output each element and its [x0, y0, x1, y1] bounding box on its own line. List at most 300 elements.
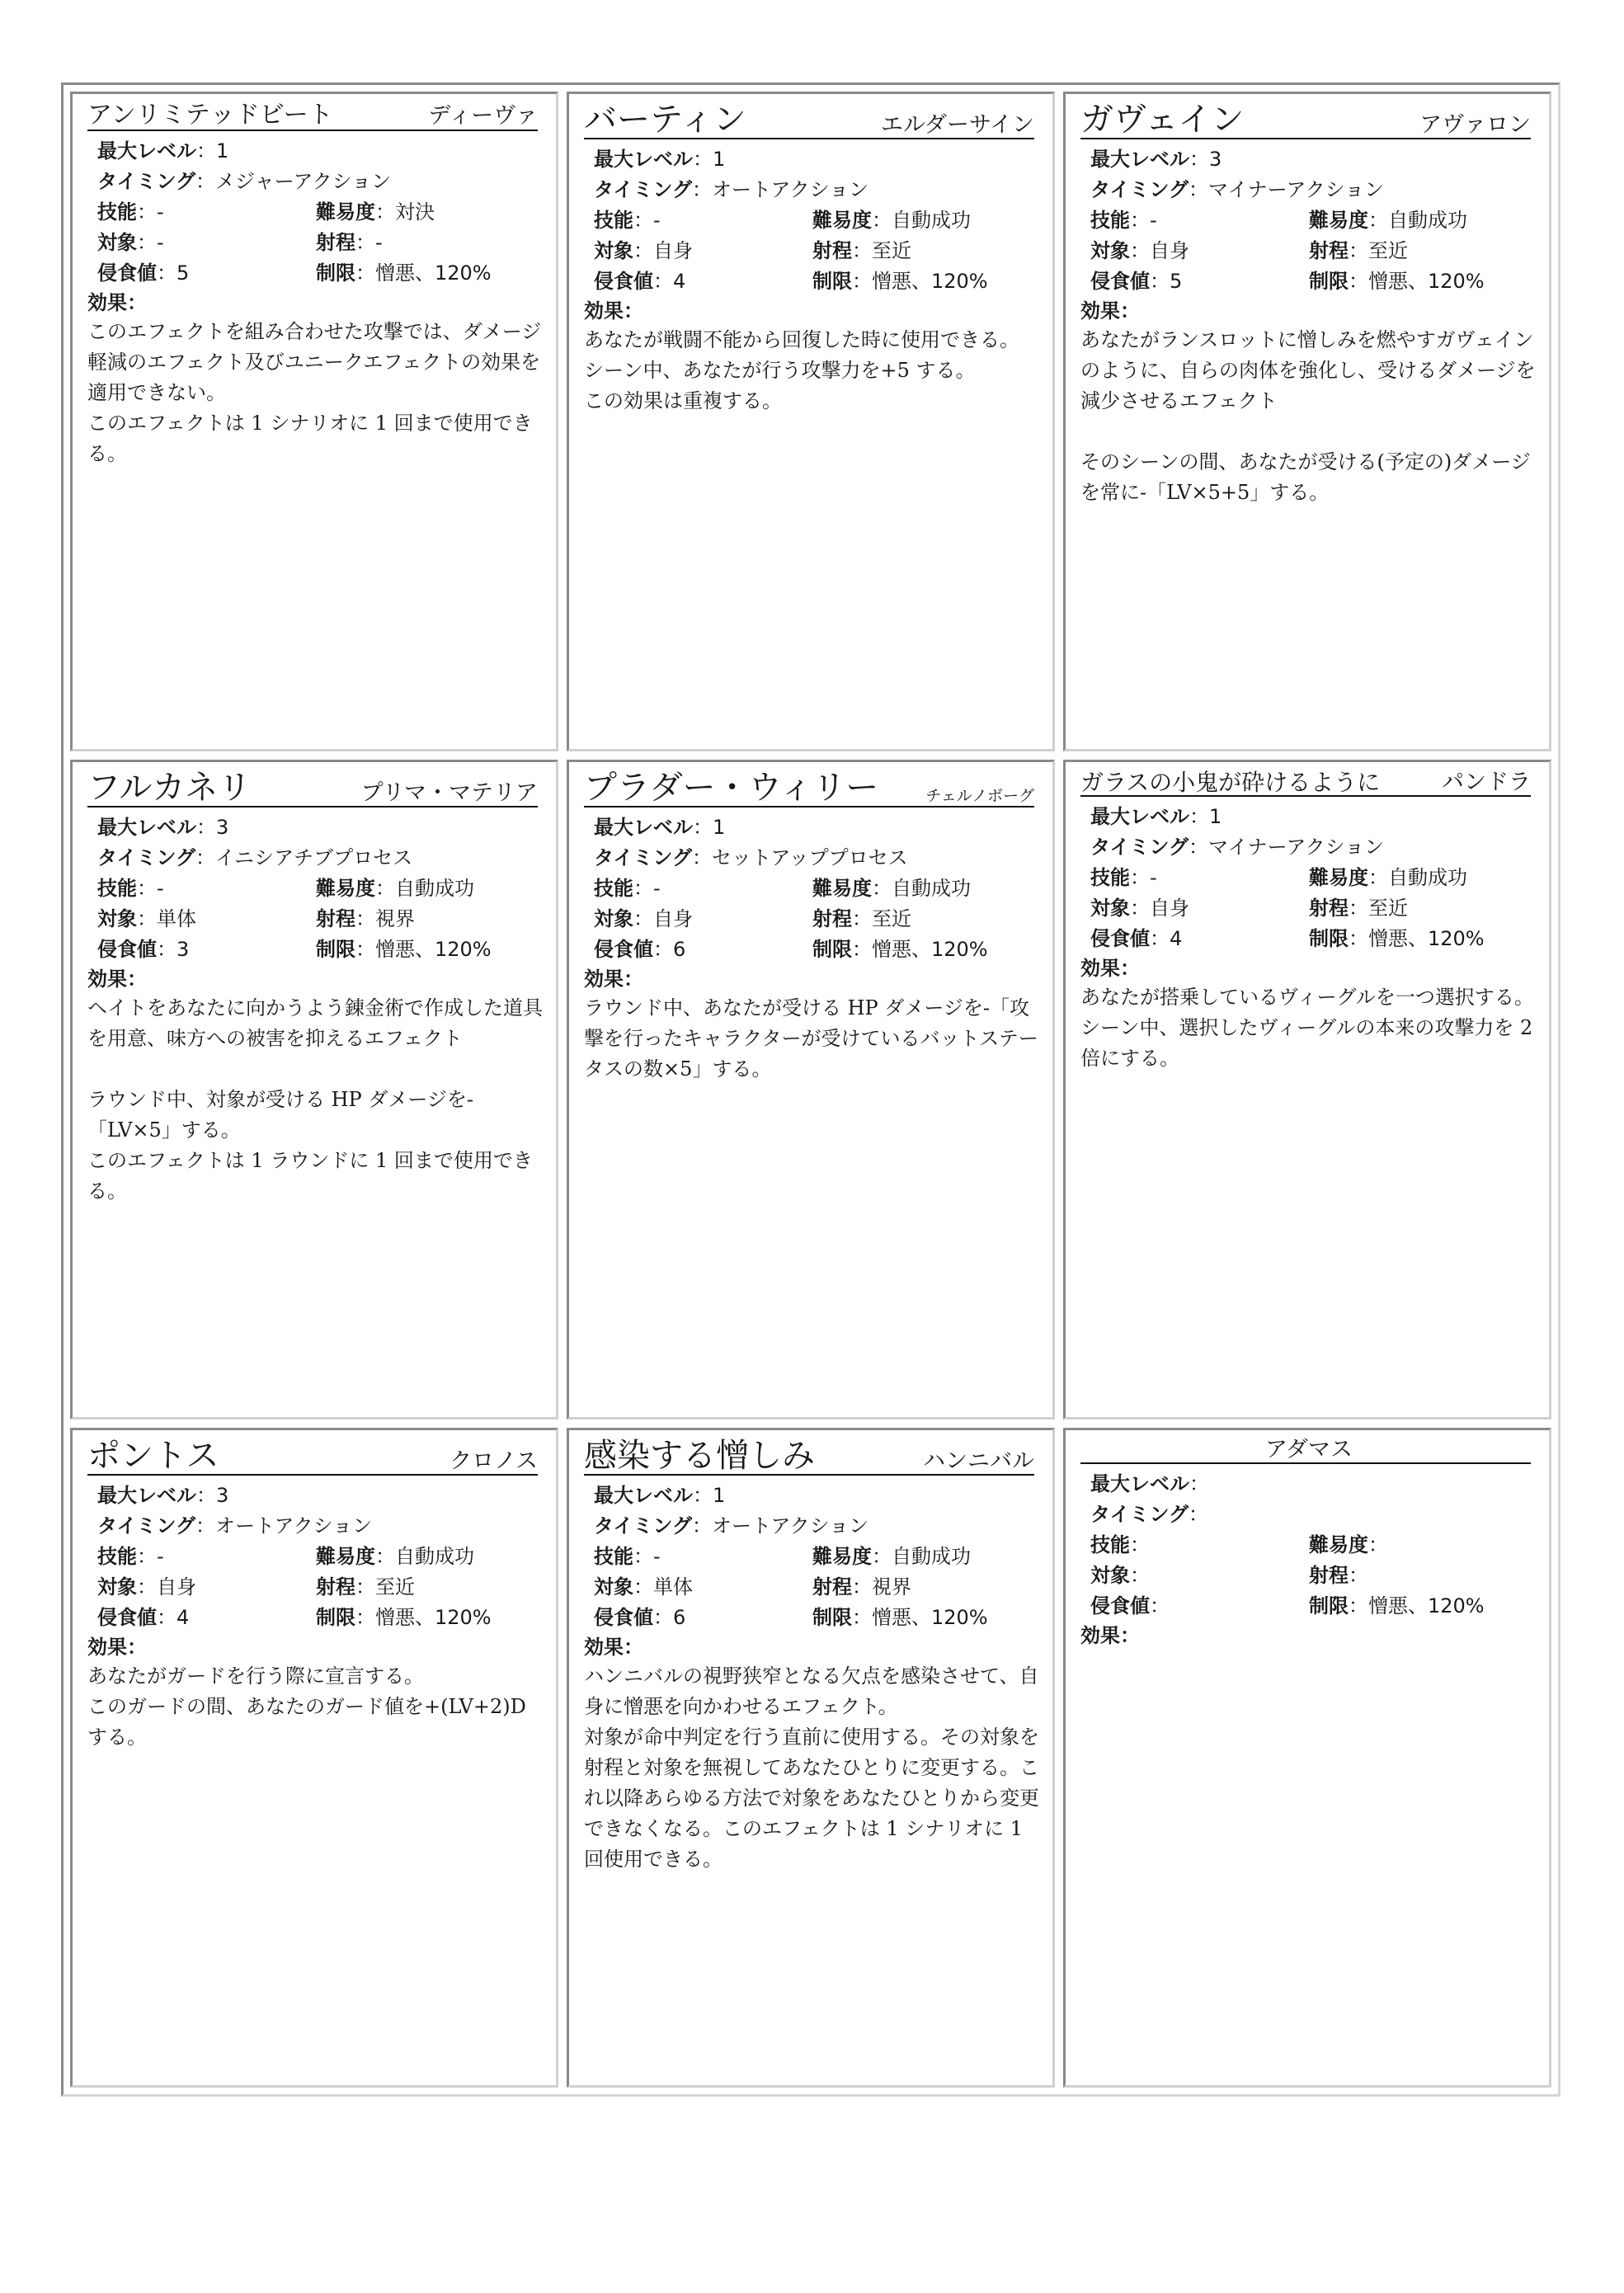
stat-sep: ： — [195, 169, 216, 193]
effect-label — [87, 965, 543, 993]
stat-limit — [316, 258, 492, 289]
stat-label: 対象 — [97, 1575, 137, 1599]
stat-label: 侵食値 — [594, 270, 653, 293]
card-name: 感染する憎しみ — [584, 1437, 815, 1475]
stat-value: 憎悪、120% — [375, 938, 492, 961]
stat-label: 侵食値 — [594, 1606, 653, 1629]
stat-target — [1090, 893, 1309, 924]
stat-value: 自動成功 — [892, 1545, 971, 1568]
stat-label: 対象 — [594, 1575, 633, 1599]
card-subtitle: ハンニバル — [923, 1448, 1034, 1474]
effect-paragraph: そのシーンの間、あなたが受ける(予定の)ダメージを常に-「LV×5+5」する。 — [1080, 450, 1531, 504]
stat-sep: ： — [1150, 1594, 1170, 1618]
stat-value: 憎悪、120% — [872, 270, 988, 293]
stat-label: 制限 — [812, 1606, 852, 1629]
stat-range — [1309, 236, 1408, 266]
stat-difficulty — [1309, 863, 1467, 893]
card-header — [1080, 102, 1531, 139]
stat-max-level — [1090, 802, 1222, 832]
stat-skill — [97, 1542, 316, 1572]
stat-label: 難易度 — [316, 200, 375, 224]
stat-value: 3 — [216, 1484, 229, 1507]
effect-paragraph: あなたが搭乗しているヴィーグルを一つ選択する。 — [1080, 986, 1534, 1010]
stat-erosion — [594, 1603, 812, 1633]
stat-sep: ： — [1189, 805, 1209, 829]
stat-label: 難易度 — [316, 877, 375, 900]
stat-sep: ： — [1189, 1503, 1209, 1527]
stat-sep: ： — [157, 1606, 177, 1629]
stat-label: 制限 — [1309, 270, 1349, 293]
stat-max-level — [594, 812, 725, 843]
stat-row — [594, 266, 1039, 297]
stat-skill — [594, 873, 812, 904]
stat-label: 制限 — [316, 261, 355, 285]
effect-text — [87, 1661, 543, 1753]
stat-value: 至近 — [872, 239, 911, 262]
card-stats — [87, 812, 543, 965]
effect-label-text: 効果 — [87, 1636, 127, 1659]
stat-value: オートアクション — [215, 1514, 373, 1537]
stat-sep: ： — [1368, 209, 1388, 232]
effect-card — [567, 1428, 1055, 2088]
stat-value: 憎悪、120% — [1368, 1594, 1485, 1618]
stat-sep: ： — [633, 1575, 653, 1599]
effect-label-text: 効果 — [87, 290, 127, 314]
stat-label: 難易度 — [316, 1545, 375, 1568]
stat-label: タイミング — [97, 169, 196, 193]
stat-sep: ： — [1150, 927, 1170, 951]
effect-label — [87, 289, 543, 317]
stat-label: 最大レベル — [1090, 148, 1189, 171]
card-header — [584, 770, 1034, 807]
stat-row — [594, 904, 1039, 935]
card-subtitle: クロノス — [450, 1448, 538, 1474]
stat-label: 対象 — [1090, 1564, 1130, 1588]
stat-value: 1 — [713, 1484, 726, 1507]
stat-label: 制限 — [812, 938, 852, 961]
stat-sep: ： — [137, 1575, 157, 1599]
stat-row — [97, 1603, 543, 1633]
stat-value: 至近 — [1368, 897, 1408, 920]
stat-label: 難易度 — [1309, 866, 1368, 890]
stat-label: 最大レベル — [97, 1484, 196, 1507]
stat-value: - — [1150, 209, 1157, 232]
card-name: ポントス — [87, 1437, 219, 1475]
stat-row — [97, 843, 543, 873]
stat-row — [594, 1603, 1039, 1633]
stat-label: タイミング — [1090, 836, 1189, 859]
stat-range — [1309, 1561, 1368, 1591]
stat-sep: ： — [633, 907, 653, 930]
stat-sep: ： — [137, 907, 157, 930]
stat-value: 3 — [216, 816, 229, 839]
stat-label: 制限 — [316, 938, 355, 961]
stat-row — [1090, 802, 1536, 832]
stat-value: 憎悪、120% — [872, 938, 988, 961]
stat-row — [1090, 236, 1536, 266]
stat-sep: ： — [653, 1606, 673, 1629]
effect-label-text: 効果 — [584, 968, 624, 991]
stat-target — [594, 236, 812, 266]
effect-paragraph: ハンニバルの視野狭窄となる欠点を感染させて、自身に憎悪を向かわせるエフェクト。 — [584, 1664, 1039, 1718]
effect-label-text: 効果 — [87, 968, 127, 991]
stat-row — [594, 812, 1039, 843]
card-name: フルカネリ — [87, 769, 252, 807]
stat-timing — [594, 1511, 868, 1542]
stat-row — [97, 873, 543, 904]
stat-label: 対象 — [1090, 239, 1130, 262]
stat-skill — [97, 873, 316, 904]
stat-sep: ： — [137, 1545, 157, 1568]
stat-label: 技能 — [97, 877, 137, 900]
effect-label — [87, 1633, 543, 1661]
stat-sep: ： — [653, 270, 673, 293]
stat-timing — [97, 167, 391, 197]
stat-limit — [316, 1603, 492, 1633]
stat-row — [594, 1511, 1039, 1542]
effect-label-sep: ： — [127, 1636, 147, 1659]
stat-sep: ： — [693, 148, 713, 171]
stat-sep: ： — [1189, 178, 1209, 201]
stat-label: タイミング — [97, 1514, 196, 1537]
stat-sep: ： — [1150, 270, 1170, 293]
stat-sep: ： — [653, 938, 673, 961]
card-header — [87, 1438, 538, 1476]
effect-text — [1080, 982, 1536, 1074]
stat-value: - — [157, 200, 164, 224]
card-stats — [584, 144, 1039, 297]
stat-skill — [594, 205, 812, 236]
stat-timing — [97, 843, 412, 873]
stat-value: - — [157, 1545, 164, 1568]
stat-row — [97, 136, 543, 167]
stat-sep: ： — [872, 877, 892, 900]
stat-limit — [812, 935, 988, 965]
stat-value: 至近 — [872, 907, 911, 930]
stat-label: 技能 — [594, 1545, 633, 1568]
stat-label: 難易度 — [1309, 1533, 1368, 1557]
stat-value: イニシアチブプロセス — [215, 846, 413, 869]
effect-label — [1080, 297, 1536, 325]
stat-label: 最大レベル — [1090, 1472, 1189, 1496]
stat-sep: ： — [375, 200, 395, 224]
stat-label: 技能 — [594, 209, 633, 232]
paragraph-gap — [87, 1054, 543, 1085]
stat-value: 6 — [673, 938, 686, 961]
stat-label: 対象 — [594, 239, 633, 262]
stat-sep: ： — [355, 907, 375, 930]
card-subtitle: チェルノボーグ — [925, 787, 1034, 806]
stat-label: 侵食値 — [97, 261, 157, 285]
stat-label: タイミング — [594, 846, 693, 869]
stat-range — [316, 1572, 415, 1603]
stat-label: タイミング — [97, 846, 196, 869]
stat-limit — [1309, 266, 1485, 297]
effect-text — [584, 325, 1039, 417]
stat-value: 4 — [673, 270, 686, 293]
effect-paragraph: このエフェクトは 1 ラウンドに 1 回まで使用できる。 — [87, 1149, 533, 1203]
stat-skill — [97, 197, 316, 228]
stat-value: 至近 — [1368, 239, 1408, 262]
card-header — [1080, 770, 1531, 797]
stat-difficulty — [1309, 205, 1467, 236]
effect-card — [567, 92, 1055, 751]
stat-value: 憎悪、120% — [375, 1606, 492, 1629]
stat-sep: ： — [852, 239, 872, 262]
stat-label: タイミング — [1090, 178, 1189, 201]
card-stats — [87, 136, 543, 289]
effect-label-sep: ： — [624, 299, 643, 323]
effect-label — [1080, 954, 1536, 982]
effect-label — [584, 1633, 1039, 1661]
stat-value: 対決 — [395, 200, 435, 224]
effect-paragraph: このエフェクトは 1 シナリオに 1 回まで使用できる。 — [87, 411, 533, 465]
stat-skill — [594, 1542, 812, 1572]
card-subtitle: プリマ・マテリア — [360, 779, 538, 806]
stat-sep: ： — [693, 816, 713, 839]
stat-difficulty — [316, 873, 474, 904]
stat-limit — [316, 935, 492, 965]
stat-range — [316, 228, 383, 258]
stat-sep: ： — [633, 239, 653, 262]
effect-card — [70, 92, 558, 751]
stat-sep: ： — [633, 209, 653, 232]
stat-row — [1090, 924, 1536, 954]
stat-label: 射程 — [316, 230, 355, 254]
stat-sep: ： — [1368, 1533, 1388, 1557]
stat-value: 自身 — [1150, 239, 1189, 262]
stat-sep: ： — [872, 1545, 892, 1568]
stat-max-level — [1090, 144, 1222, 175]
stat-label: 制限 — [1309, 1594, 1349, 1618]
card-name: アンリミテッドビート — [87, 101, 333, 129]
stat-sep: ： — [1349, 1594, 1368, 1618]
stat-erosion — [1090, 266, 1309, 297]
stat-row — [1090, 1591, 1536, 1622]
effect-label-text: 効果 — [1080, 299, 1120, 323]
stat-label: 射程 — [316, 1575, 355, 1599]
effect-label-text: 効果 — [1080, 1624, 1120, 1648]
stat-sep: ： — [1130, 209, 1150, 232]
stat-difficulty — [1309, 1530, 1388, 1561]
stat-label: 技能 — [1090, 866, 1130, 890]
effect-paragraph: あなたがランスロットに憎しみを燃やすガヴェインのように、自らの肉体を強化し、受けるダメージを減少させるエフェクト — [1080, 328, 1536, 412]
effect-label-text: 効果 — [584, 1636, 624, 1659]
effect-paragraph: ヘイトをあなたに向かうよう錬金術で作成した道具を用意、味方への被害を抑えるエフェクト — [87, 996, 543, 1050]
stat-difficulty — [316, 1542, 474, 1572]
stat-row — [97, 1511, 543, 1542]
stat-sep: ： — [1130, 1533, 1150, 1557]
stat-label: 対象 — [97, 230, 137, 254]
stat-row — [1090, 1469, 1536, 1500]
effect-paragraph: 対象が命中判定を行う直前に使用する。その対象を射程と対象を無視してあなたひとりに変更する。これ以降あらゆる方法で対象をあなたひとりから変更できなくなる。このエフェクトは 1 シナリオに 1 回使用できる。 — [584, 1726, 1039, 1871]
stat-row — [1090, 863, 1536, 893]
stat-row — [594, 1572, 1039, 1603]
card-subtitle: アダマス — [1264, 1437, 1353, 1462]
effect-label-text: 効果 — [1080, 957, 1120, 981]
stat-timing — [594, 843, 908, 873]
stat-label: 制限 — [812, 270, 852, 293]
stat-value: - — [653, 1545, 661, 1568]
stat-row — [97, 935, 543, 965]
stat-erosion — [594, 935, 812, 965]
stat-timing — [1090, 1500, 1208, 1530]
card-stats — [584, 812, 1039, 965]
stat-sep: ： — [692, 1514, 713, 1537]
effect-label — [1080, 1622, 1536, 1650]
stat-value: 自動成功 — [892, 209, 971, 232]
effect-card — [1063, 92, 1551, 751]
stat-value: 単体 — [653, 1575, 693, 1599]
stat-label: タイミング — [1090, 1503, 1189, 1527]
effect-label-sep: ： — [624, 1636, 643, 1659]
stat-value: メジャーアクション — [215, 169, 392, 193]
stat-sep: ： — [157, 261, 177, 285]
effect-card — [1063, 760, 1551, 1420]
stat-row — [594, 1542, 1039, 1572]
stat-target — [1090, 236, 1309, 266]
stat-row — [97, 1572, 543, 1603]
stat-target — [1090, 1561, 1309, 1591]
effect-paragraph: この効果は重複する。 — [584, 389, 782, 412]
stat-value: 憎悪、120% — [1368, 927, 1485, 951]
stat-label: タイミング — [594, 178, 693, 201]
card-subtitle: エルダーサイン — [880, 111, 1034, 138]
stat-value: 1 — [713, 148, 726, 171]
stat-value: 自身 — [157, 1575, 196, 1599]
card-header — [1080, 1438, 1531, 1464]
stat-sep: ： — [1189, 836, 1209, 859]
effect-paragraph: あなたが戦闘不能から回復した時に使用できる。 — [584, 328, 1019, 351]
stat-sep: ： — [1368, 866, 1388, 890]
effect-label-text: 効果 — [584, 299, 624, 323]
stat-skill — [1090, 863, 1309, 893]
stat-target — [97, 904, 316, 935]
effect-label-sep: ： — [1120, 1624, 1140, 1648]
stat-value: セットアッププロセス — [712, 846, 908, 869]
stat-label: 難易度 — [1309, 209, 1368, 232]
stat-value: 5 — [177, 261, 190, 285]
stat-value: 自身 — [653, 239, 693, 262]
stat-row — [97, 197, 543, 228]
stat-label: 最大レベル — [594, 816, 693, 839]
stat-value: - — [653, 877, 661, 900]
card-stats — [87, 1481, 543, 1633]
stat-target — [594, 1572, 812, 1603]
stat-sep: ： — [692, 846, 713, 869]
stat-sep: ： — [852, 270, 872, 293]
stat-label: 技能 — [97, 1545, 137, 1568]
card-subtitle: ディーヴァ — [428, 103, 538, 129]
card-stats — [584, 1481, 1039, 1633]
stat-sep: ： — [852, 1575, 872, 1599]
stat-value: 自動成功 — [1388, 209, 1467, 232]
paragraph-gap — [1080, 417, 1536, 447]
stat-timing — [97, 1511, 372, 1542]
stat-value: 憎悪、120% — [1368, 270, 1485, 293]
stat-label: 射程 — [812, 239, 852, 262]
stat-row — [594, 935, 1039, 965]
effect-card — [1063, 1428, 1551, 2088]
stat-sep: ： — [1130, 1564, 1150, 1588]
card-subtitle: アヴァロン — [1419, 111, 1531, 138]
stat-label: 侵食値 — [594, 938, 653, 961]
stat-sep: ： — [1349, 1564, 1368, 1588]
stat-sep: ： — [1130, 866, 1150, 890]
stat-value: 5 — [1170, 270, 1183, 293]
stat-target — [594, 904, 812, 935]
stat-row — [97, 167, 543, 197]
card-header — [87, 102, 538, 131]
card-header — [584, 1438, 1034, 1476]
stat-label: 制限 — [1309, 927, 1349, 951]
card-grid — [70, 92, 1551, 2088]
stat-max-level — [97, 812, 228, 843]
stat-sep: ： — [1130, 897, 1150, 920]
stat-erosion — [1090, 1591, 1309, 1622]
effect-paragraph: このエフェクトを組み合わせた攻撃では、ダメージ軽減のエフェクト及びユニークエフェクトの効果を適用できない。 — [87, 319, 542, 404]
effect-label-sep: ： — [127, 290, 147, 314]
stat-row — [97, 1542, 543, 1572]
stat-row — [594, 843, 1039, 873]
stat-label: 技能 — [1090, 209, 1130, 232]
stat-sep: ： — [1349, 239, 1368, 262]
stat-value: 自動成功 — [1388, 866, 1467, 890]
stat-value: 自身 — [1150, 897, 1189, 920]
stat-difficulty — [812, 873, 971, 904]
card-stats — [1080, 144, 1536, 297]
effect-label — [584, 297, 1039, 325]
effect-paragraph: シーン中、選択したヴィーグルの本来の攻撃力を 2 倍にする。 — [1080, 1016, 1533, 1071]
stat-row — [594, 1481, 1039, 1511]
stat-sep: ： — [355, 1606, 375, 1629]
stat-max-level — [1090, 1469, 1209, 1500]
stat-sep: ： — [137, 877, 157, 900]
stat-sep: ： — [375, 877, 395, 900]
effect-label-sep: ： — [624, 968, 643, 991]
stat-skill — [1090, 205, 1309, 236]
stat-value: 自動成功 — [395, 877, 474, 900]
stat-row — [97, 228, 543, 258]
stat-row — [594, 144, 1039, 175]
stat-row — [97, 904, 543, 935]
stat-sep: ： — [693, 1484, 713, 1507]
stat-target — [97, 228, 316, 258]
stat-label: 対象 — [594, 907, 633, 930]
stat-value: 4 — [1170, 927, 1183, 951]
stat-sep: ： — [137, 200, 157, 224]
stat-sep: ： — [852, 907, 872, 930]
effect-paragraph: あなたがガードを行う際に宣言する。 — [87, 1664, 424, 1688]
card-stats — [1080, 1469, 1536, 1622]
stat-value: 3 — [1209, 148, 1222, 171]
stat-value: - — [375, 230, 383, 254]
effect-sheet — [61, 82, 1560, 2097]
effect-card — [70, 1428, 558, 2088]
stat-row — [1090, 175, 1536, 205]
stat-row — [97, 812, 543, 843]
stat-max-level — [97, 136, 228, 167]
stat-value: - — [1150, 866, 1157, 890]
stat-limit — [812, 266, 988, 297]
stat-max-level — [594, 144, 725, 175]
stat-value: 至近 — [375, 1575, 415, 1599]
effect-paragraph: シーン中、あなたが行う攻撃力を+5 する。 — [584, 359, 976, 382]
stat-value: 憎悪、120% — [375, 261, 492, 285]
stat-value: 自動成功 — [395, 1545, 474, 1568]
card-header — [584, 102, 1034, 139]
card-stats — [1080, 802, 1536, 954]
